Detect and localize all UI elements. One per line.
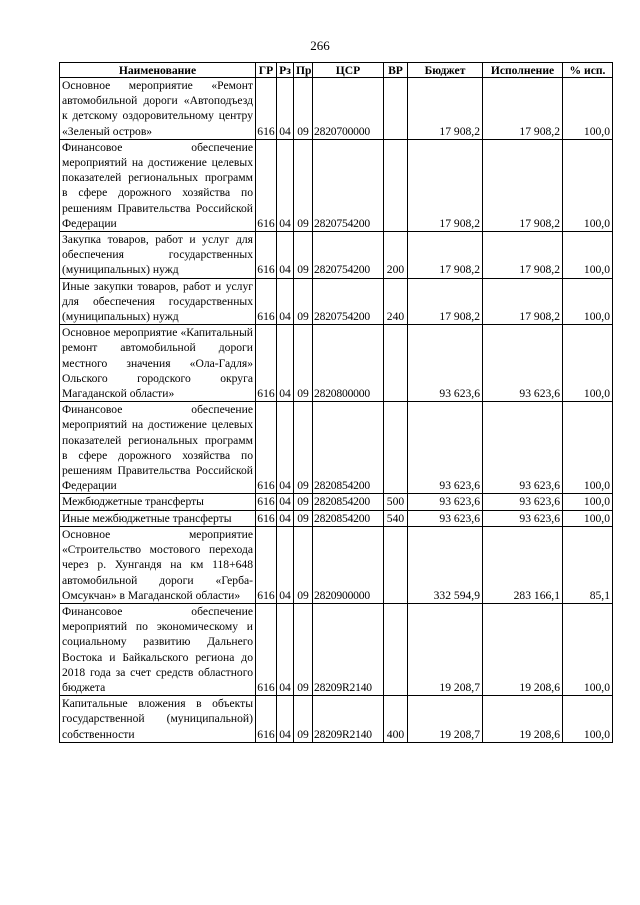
cell-rz: 04	[277, 510, 294, 526]
cell-csr: 2820854200	[313, 494, 384, 510]
cell-percent: 100,0	[563, 510, 613, 526]
cell-percent: 85,1	[563, 526, 613, 603]
header-execution: Исполнение	[483, 63, 563, 78]
cell-execution: 283 166,1	[483, 526, 563, 603]
cell-budget: 17 908,2	[408, 232, 483, 279]
cell-vr	[384, 325, 408, 402]
cell-vr: 540	[384, 510, 408, 526]
cell-name: Основное мероприятие «Капитальный ремонт автомобильной дороги местного значения «Ола-Гадля» Ольского городского округа Магаданской области»	[60, 325, 256, 402]
cell-pr: 09	[294, 526, 313, 603]
cell-percent: 100,0	[563, 78, 613, 140]
table-row	[60, 494, 613, 510]
cell-name: Закупка товаров, работ и услуг для обеспечения государственных (муниципальных) нужд	[60, 232, 256, 279]
header-budget: Бюджет	[408, 63, 483, 78]
table-row	[60, 603, 613, 695]
cell-percent: 100,0	[563, 494, 613, 510]
header-gr: ГР	[256, 63, 277, 78]
cell-vr	[384, 603, 408, 695]
cell-name: Основное мероприятие «Строительство мостового перехода через р. Хунгандя на км 118+648 автомобильной дороги «Герба-Омсукчан» в Магаданской области»	[60, 526, 256, 603]
cell-csr: 28209R2140	[313, 696, 384, 743]
cell-execution: 17 908,2	[483, 139, 563, 231]
cell-percent: 100,0	[563, 603, 613, 695]
cell-budget: 332 594,9	[408, 526, 483, 603]
table-row	[60, 139, 613, 231]
cell-csr: 2820854200	[313, 402, 384, 494]
cell-rz: 04	[277, 402, 294, 494]
table-row	[60, 325, 613, 402]
cell-pr: 09	[294, 139, 313, 231]
table-row	[60, 526, 613, 603]
cell-gr: 616	[256, 232, 277, 279]
cell-gr: 616	[256, 603, 277, 695]
cell-gr: 616	[256, 696, 277, 743]
cell-name: Межбюджетные трансферты	[60, 494, 256, 510]
header-row	[60, 63, 613, 78]
cell-vr: 200	[384, 232, 408, 279]
header-name: Наименование	[60, 63, 256, 78]
cell-vr	[384, 78, 408, 140]
cell-csr: 2820800000	[313, 325, 384, 402]
cell-budget: 93 623,6	[408, 494, 483, 510]
cell-csr: 2820900000	[313, 526, 384, 603]
cell-name: Иные межбюджетные трансферты	[60, 510, 256, 526]
table-row	[60, 402, 613, 494]
cell-budget: 17 908,2	[408, 139, 483, 231]
cell-vr	[384, 139, 408, 231]
cell-gr: 616	[256, 139, 277, 231]
cell-name: Финансовое обеспечение мероприятий на достижение целевых показателей региональных программ в сфере дорожного хозяйства по решениям Правительства Российской Федерации	[60, 402, 256, 494]
cell-csr: 2820754200	[313, 139, 384, 231]
cell-pr: 09	[294, 78, 313, 140]
table-row	[60, 278, 613, 325]
cell-percent: 100,0	[563, 232, 613, 279]
cell-gr: 616	[257, 495, 275, 509]
cell-rz: 04	[277, 232, 294, 279]
cell-name: Иные закупки товаров, работ и услуг для обеспечения государственных (муниципальных) нужд	[60, 278, 256, 325]
cell-gr: 616	[256, 402, 277, 494]
header-rz: Рз	[277, 63, 294, 78]
cell-csr: 2820700000	[313, 78, 384, 140]
cell-name: Финансовое обеспечение мероприятий на достижение целевых показателей региональных программ в сфере дорожного хозяйства по решениям Правительства Российской Федерации	[60, 139, 256, 231]
cell-gr: 616	[256, 526, 277, 603]
cell-rz: 04	[277, 526, 294, 603]
cell-budget: 93 623,6	[408, 402, 483, 494]
cell-execution: 93 623,6	[483, 510, 563, 526]
table-row	[60, 78, 613, 140]
cell-execution: 17 908,2	[483, 78, 563, 140]
cell-budget: 93 623,6	[408, 325, 483, 402]
table-row	[60, 510, 613, 526]
cell-vr	[384, 402, 408, 494]
cell-percent: 100,0	[563, 139, 613, 231]
cell-rz: 04	[277, 78, 294, 140]
cell-percent: 100,0	[563, 402, 613, 494]
cell-pr: 09	[294, 232, 313, 279]
page-number: 266	[310, 38, 330, 53]
cell-percent: 100,0	[563, 278, 613, 325]
cell-pr: 09	[294, 402, 313, 494]
table-row	[60, 696, 613, 743]
cell-percent: 100,0	[563, 325, 613, 402]
cell-budget: 17 908,2	[408, 278, 483, 325]
cell-csr: 28209R2140	[313, 603, 384, 695]
cell-vr: 400	[384, 696, 408, 743]
cell-pr: 09	[294, 325, 313, 402]
cell-vr	[384, 526, 408, 603]
cell-name: Основное мероприятие «Ремонт автомобильной дороги «Автоподъезд к детскому оздоровительному центру «Зеленый остров»	[60, 78, 256, 140]
cell-rz: 04	[277, 494, 294, 510]
cell-execution: 93 623,6	[483, 325, 563, 402]
cell-execution: 93 623,6	[483, 494, 563, 510]
cell-rz: 04	[277, 325, 294, 402]
cell-csr: 2820754200	[313, 232, 384, 279]
budget-table	[59, 62, 613, 743]
cell-rz: 04	[277, 696, 294, 743]
cell-rz: 04	[277, 139, 294, 231]
cell-gr: 616	[257, 511, 275, 525]
cell-rz: 04	[277, 278, 294, 325]
header-pr: Пр	[294, 63, 313, 78]
cell-percent: 100,0	[563, 696, 613, 743]
cell-execution: 93 623,6	[483, 402, 563, 494]
cell-name: Капитальные вложения в объекты государственной (муниципальной) собственности	[60, 696, 256, 743]
cell-pr: 09	[294, 278, 313, 325]
cell-csr: 2820854200	[313, 510, 384, 526]
cell-pr: 09	[294, 603, 313, 695]
cell-vr: 240	[384, 278, 408, 325]
header-percent: % исп.	[563, 63, 613, 78]
cell-execution: 17 908,2	[483, 278, 563, 325]
cell-execution: 19 208,6	[483, 696, 563, 743]
cell-name: Финансовое обеспечение мероприятий по экономическому и социальному развитию Дальнего Востока и Байкальского региона до 2018 года за счет средств областного бюджета	[60, 603, 256, 695]
cell-budget: 93 623,6	[408, 510, 483, 526]
cell-pr: 09	[294, 494, 313, 510]
cell-gr: 616	[256, 78, 277, 140]
cell-budget: 17 908,2	[408, 78, 483, 140]
cell-execution: 19 208,6	[483, 603, 563, 695]
cell-pr: 09	[294, 696, 313, 743]
cell-pr: 09	[294, 510, 313, 526]
cell-vr: 500	[384, 494, 408, 510]
header-vr: ВР	[384, 63, 408, 78]
cell-gr: 616	[256, 278, 277, 325]
cell-rz: 04	[277, 603, 294, 695]
cell-gr: 616	[256, 325, 277, 402]
cell-csr: 2820754200	[313, 278, 384, 325]
table-row	[60, 232, 613, 279]
cell-budget: 19 208,7	[408, 696, 483, 743]
cell-budget: 19 208,7	[408, 603, 483, 695]
cell-execution: 17 908,2	[483, 232, 563, 279]
header-csr: ЦСР	[313, 63, 384, 78]
